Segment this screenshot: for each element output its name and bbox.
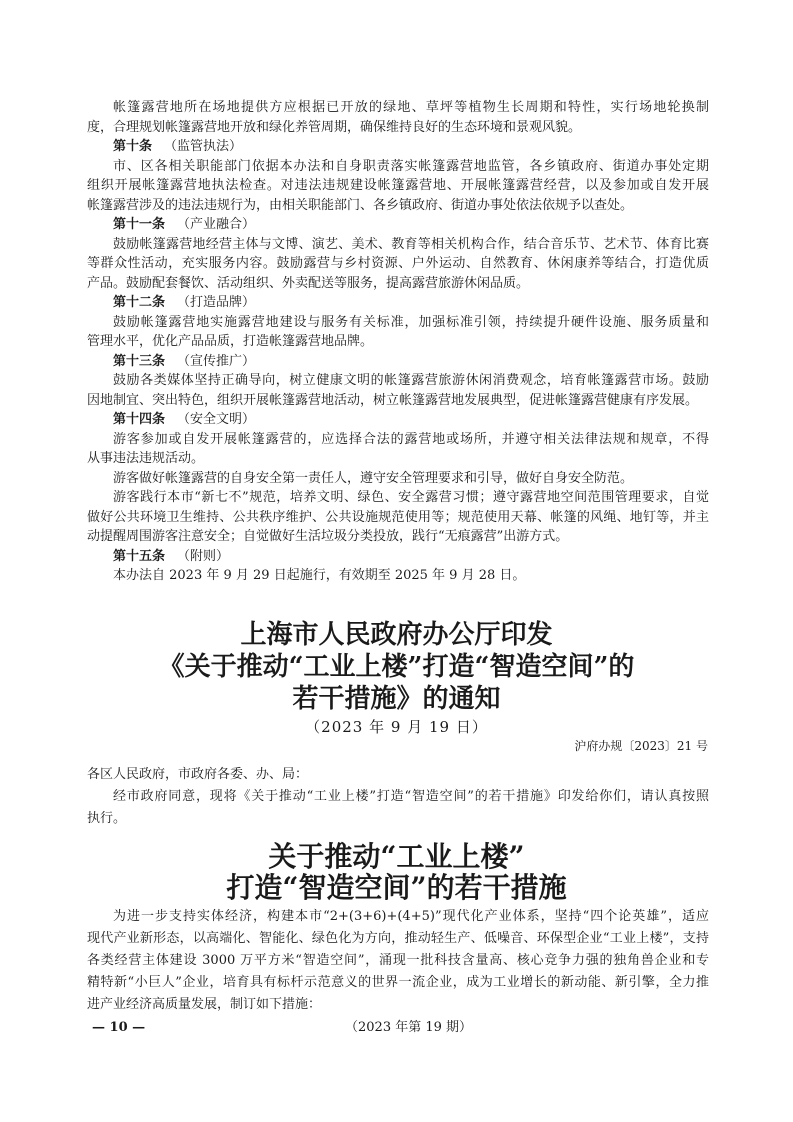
article-heading (87, 137, 709, 157)
article-subject: （产业融合） (177, 217, 256, 232)
paragraph-line: 帐篷露营地所在场地提供方应根据已开放的绿地、草坪等植物生长周期和特性，实行场地轮换制 (113, 100, 709, 115)
paragraph-line: 游客践行本市“新七不”规范，培养文明、绿色、安全露营习惯；遵守露营地空间范围管理要求，自觉 (113, 490, 709, 505)
paragraph-line: 游客做好帐篷露营的自身安全第一责任人，遵守安全管理要求和引导，做好自身安全防范。 (113, 470, 634, 486)
paragraph-line: 市、区各相关职能部门依据本办法和自身职责落实帐篷露营地监管，各乡镇政府、街道办事处定期 (113, 158, 709, 174)
paragraph-line: 组织开展帐篷露营地执法检查。对违法违规建设帐篷露营地、开展帐篷露营经营，以及参加或自发开展 (87, 178, 709, 193)
notice-title (0, 619, 793, 715)
article-heading (87, 352, 709, 372)
intro-line: 进产业经济高质量发展，制订如下措施： (87, 997, 322, 1012)
notice-title-line: 上海市人民政府办公厅印发 (240, 620, 553, 650)
measures-title (0, 841, 793, 903)
issue-label: （2023 年第 19 期） (345, 1020, 473, 1035)
page-number: — 10 — (92, 1020, 146, 1035)
article-subject: （打造品牌） (177, 295, 256, 310)
notice-body-line: 执行。 (87, 811, 127, 826)
measures-title-line: 关于推动“工业上楼” (268, 840, 525, 873)
article-number: 第十四条 (113, 412, 166, 427)
article-subject: （宣传推广） (177, 353, 256, 369)
article-number: 第十三条 (113, 353, 166, 369)
notice-date: （2023 年 9 月 19 日） (305, 718, 488, 736)
article-heading (87, 215, 709, 235)
article-heading (87, 547, 709, 567)
article-heading (87, 293, 709, 313)
paragraph-line: 鼓励各类媒体坚持正确导向，树立健康文明的帐篷露营旅游休闲消费观念，培育帐篷露营市场。鼓励 (113, 373, 709, 388)
paragraph-line: 动提醒周围游客注意安全；自觉做好生活垃圾分类投放，践行“无痕露营”出游方式。 (87, 529, 569, 544)
paragraph-line: 鼓励帐篷露营地实施露营地建设与服务有关标准，加强标准引领，持续提升硬件设施、服务质量和 (113, 314, 709, 330)
paragraph-line: 因地制宜、突出特色，组织开展帐篷露营地活动，树立帐篷露营地发展典型，促进帐篷露营健康有序发展。 (87, 392, 699, 408)
article-number: 第十一条 (113, 217, 166, 232)
intro-line: 为进一步支持实体经济，构建本市“2+(3+6)+(4+5)”现代化产业体系，坚持“四个论英雄”，适应 (113, 909, 709, 924)
article-number: 第十条 (113, 139, 153, 154)
notice-body (87, 764, 709, 830)
intro-line: 现代产业新形态，以高端化、智能化、绿色化为方向，推动轻生产、低噪音、环保型企业“工业上楼”，支持 (87, 931, 709, 946)
paragraph-line: 等群众性活动，充实服务内容。鼓励露营与乡村资源、户外运动、自然教育、休闲康养等结合，打造优质 (87, 256, 709, 271)
article-subject: （监管执法） (164, 139, 243, 154)
paragraph-line: 从事违法违规活动。 (87, 451, 205, 466)
notice-title-line: 若干措施》的通知 (292, 684, 501, 714)
notice-body-line: 经市政府同意，现将《关于推动“工业上楼”打造“智造空间”的若干措施》印发给你们，请认真按照 (113, 789, 709, 804)
paragraph-line: 度，合理规划帐篷露营地开放和绿化养管周期，确保维持良好的生态环境和景观风貌。 (87, 119, 582, 135)
article-number: 第十五条 (113, 548, 166, 564)
article-subject: （附则） (177, 548, 230, 564)
paragraph-line: 做好公共环境卫生维持、公共秩序维护、公共设施规范使用等；规范使用天幕、帐篷的风绳、地钉等，并主 (87, 509, 709, 525)
measures-intro (87, 906, 709, 1016)
intro-line: 各类经营主体建设 3000 万平方米“智造空间”，涌现一批科技含量高、核心竞争力强的独角兽企业和专 (87, 953, 709, 968)
addressee: 各区人民政府，市政府各委、办、局： (87, 767, 309, 782)
paragraph-line: 产品。鼓励配套餐饮、活动组织、外卖配送等服务，提高露营旅游休闲品质。 (87, 275, 530, 291)
regulation-articles (87, 98, 709, 586)
article-number: 第十二条 (113, 295, 166, 310)
measures-title-line: 打造“智造空间”的若干措施 (226, 871, 567, 904)
article-subject: （安全文明） (177, 412, 256, 427)
document-number: 沪府办规〔2023〕21 号 (574, 739, 708, 753)
paragraph-line: 游客参加或自发开展帐篷露营的，应选择合法的露营地或场所，并遵守相关法律法规和规章，不得 (113, 431, 709, 447)
paragraph-line: 本办法自 2023 年 9 月 29 日起施行，有效期至 2025 年 9 月 28 日。 (113, 568, 526, 583)
article-heading (87, 410, 709, 430)
paragraph-line: 管理水平，优化产品品质，打造帐篷露营地品牌。 (87, 334, 374, 349)
notice-title-line: 《关于推动“工业上楼”打造“智造空间”的 (158, 652, 635, 682)
intro-line: 精特新“小巨人”企业，培育具有标杆示范意义的世界一流企业，成为工业增长的新动能、新引擎，全力推 (87, 975, 709, 990)
paragraph-line: 鼓励帐篷露营地经营主体与文博、演艺、美术、教育等相关机构合作，结合音乐节、艺术节、体育比赛 (113, 236, 709, 252)
paragraph-line: 帐篷露营涉及的违法违规行为，由相关职能部门、各乡镇政府、街道办事处依法依规予以查处。 (87, 197, 634, 213)
